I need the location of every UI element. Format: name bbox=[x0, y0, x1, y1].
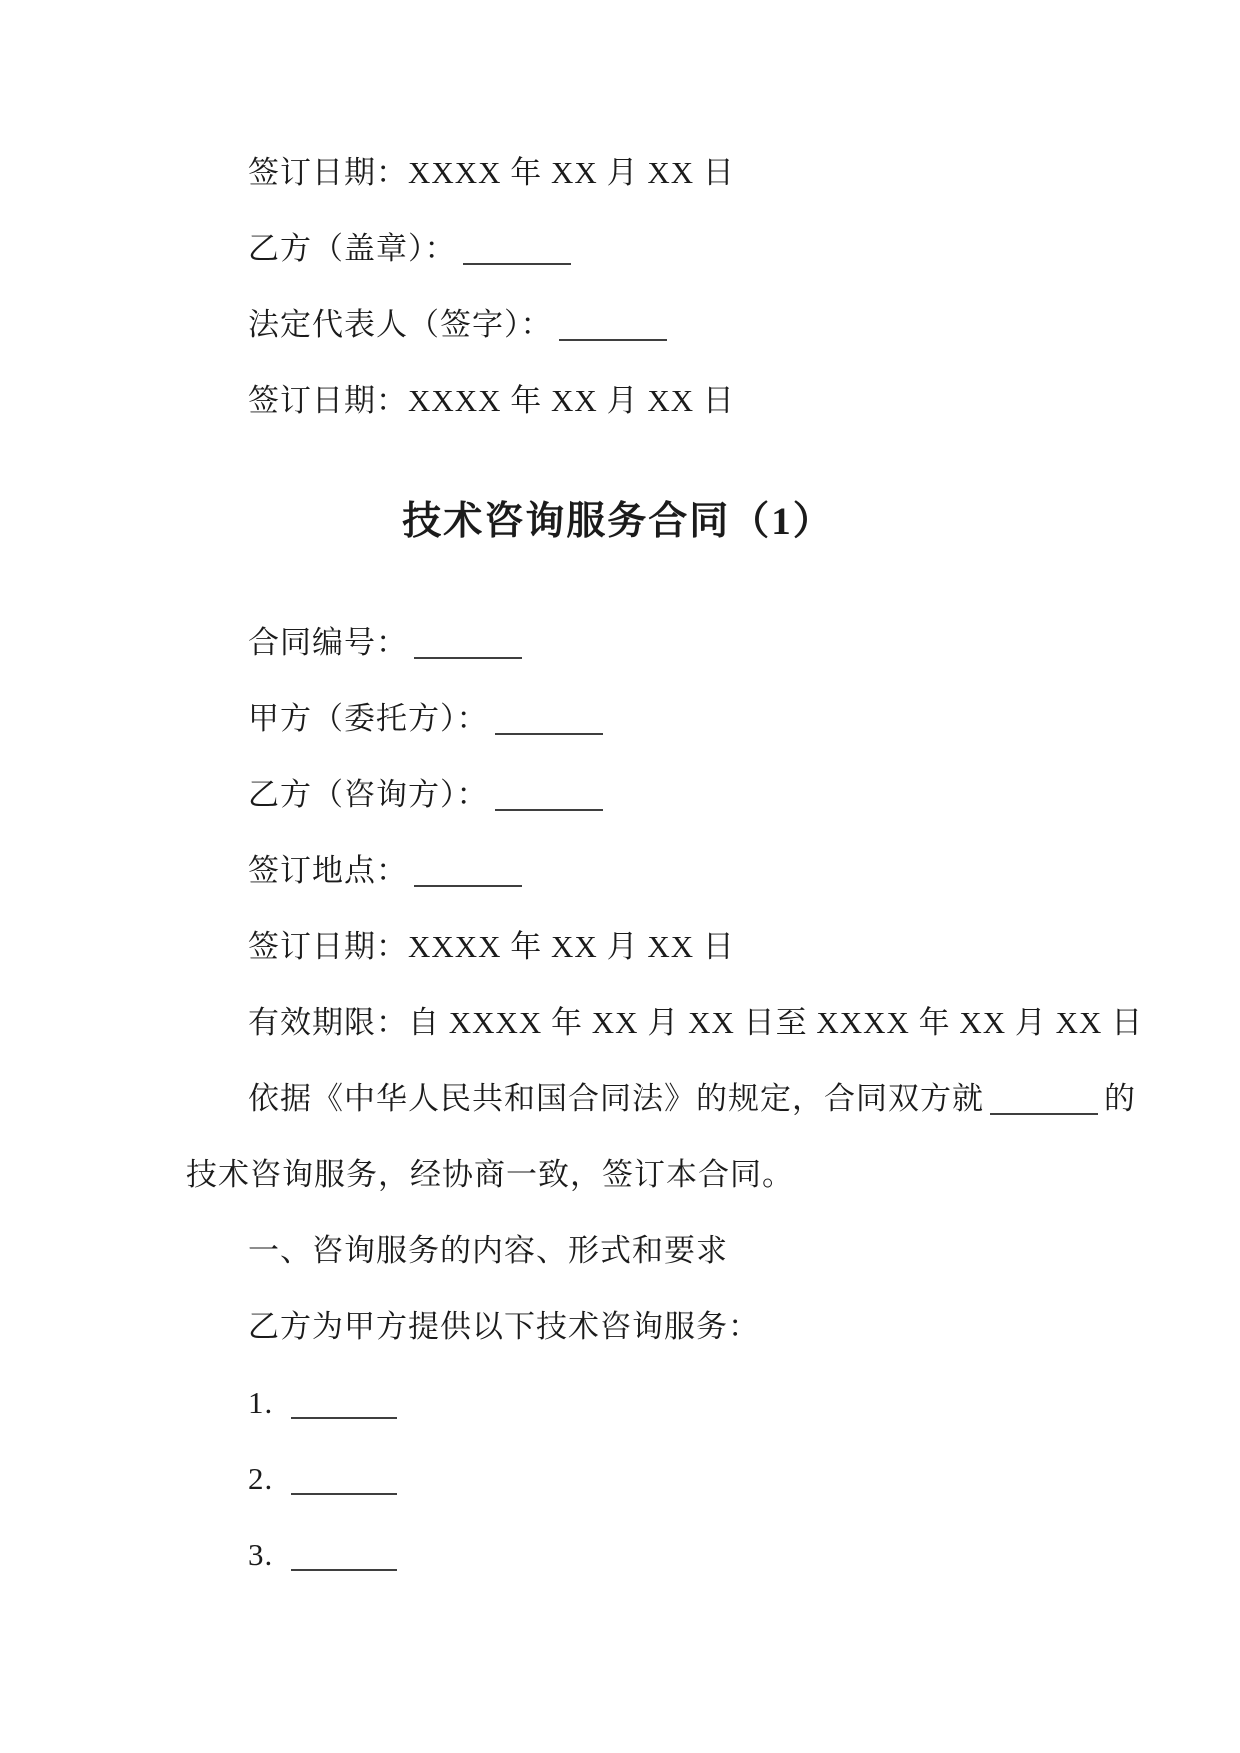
text-run: 合同编号： bbox=[248, 625, 408, 660]
legal-representative-line bbox=[186, 287, 1050, 363]
text-run: 一、咨询服务的内容、形式和要求 bbox=[248, 1233, 728, 1268]
text-run: 乙方为甲方提供以下技术咨询服务： bbox=[248, 1309, 760, 1344]
text-run: 甲方（委托方）： bbox=[248, 701, 489, 736]
text-run: 2. bbox=[248, 1461, 274, 1496]
contract-number-line bbox=[186, 605, 1050, 681]
party-b-line bbox=[186, 757, 1050, 833]
service-item-1 bbox=[186, 1365, 1050, 1441]
text-run: 法定代表人（签字）： bbox=[248, 307, 553, 342]
service-item-2 bbox=[186, 1441, 1050, 1517]
signing-date-line bbox=[186, 135, 1050, 211]
section-heading bbox=[186, 1213, 1050, 1289]
text-run: 签订日期：XXXX 年 XX 月 XX 日 bbox=[248, 155, 735, 190]
blank-underline bbox=[463, 235, 571, 265]
text-run: 签订日期：XXXX 年 XX 月 XX 日 bbox=[248, 929, 735, 964]
text-run: 有效期限：自 XXXX 年 XX 月 XX 日至 XXXX 年 XX 月 XX 日 bbox=[248, 1005, 1144, 1040]
document-body bbox=[186, 135, 1144, 1593]
blank-underline bbox=[990, 1085, 1098, 1115]
document-title-text: 技术咨询服务合同（1） bbox=[402, 500, 834, 543]
text-run: 签订日期：XXXX 年 XX 月 XX 日 bbox=[248, 383, 735, 418]
validity-period-line bbox=[186, 985, 1144, 1061]
text-run: 技术咨询服务，经协商一致，签订本合同。 bbox=[186, 1157, 794, 1192]
party-a-line bbox=[186, 681, 1050, 757]
blank-underline bbox=[291, 1465, 397, 1495]
signing-date-line bbox=[186, 909, 1050, 985]
text-run: 乙方（盖章）： bbox=[248, 231, 457, 266]
blank-underline bbox=[495, 705, 603, 735]
signing-place-line bbox=[186, 833, 1050, 909]
preamble-line-2 bbox=[186, 1137, 1050, 1213]
signing-date-line bbox=[186, 363, 1050, 439]
blank-underline bbox=[291, 1541, 397, 1571]
document-title bbox=[186, 439, 1050, 605]
preamble-line-1 bbox=[186, 1061, 1136, 1137]
blank-underline bbox=[559, 311, 667, 341]
text-run: 依据《中华人民共和国合同法》的规定，合同双方就 bbox=[248, 1081, 984, 1116]
text-run: 的 bbox=[1104, 1081, 1136, 1116]
text-run: 3. bbox=[248, 1537, 274, 1572]
text-run: 乙方（咨询方）： bbox=[248, 777, 489, 812]
service-item-3 bbox=[186, 1517, 1050, 1593]
text-run: 签订地点： bbox=[248, 853, 408, 888]
blank-underline bbox=[495, 781, 603, 811]
text-run: 1. bbox=[248, 1385, 274, 1420]
service-intro-line bbox=[186, 1289, 1050, 1365]
blank-underline bbox=[414, 857, 522, 887]
blank-underline bbox=[414, 629, 522, 659]
party-b-seal-line bbox=[186, 211, 1050, 287]
blank-underline bbox=[291, 1389, 397, 1419]
